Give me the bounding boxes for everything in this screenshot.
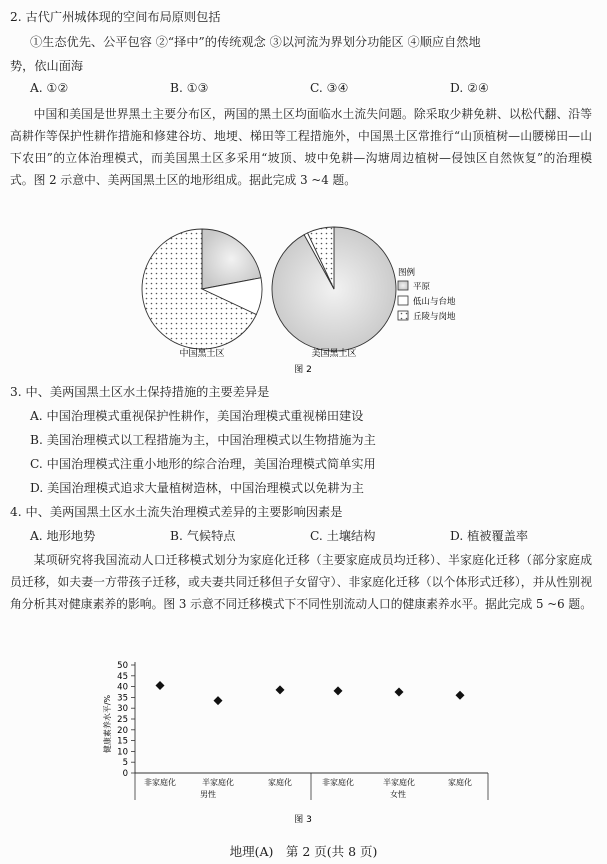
fig3-ytick-label: 50 bbox=[117, 661, 128, 671]
fig3-group-female: 女性 bbox=[390, 790, 406, 799]
fig3-category-label: 家庭化 bbox=[448, 778, 472, 787]
q2-option-c[interactable]: C. ③④ bbox=[310, 81, 349, 95]
fig3-ytick-label: 15 bbox=[117, 736, 128, 747]
fig3-ticks bbox=[117, 661, 135, 779]
legend-hill: 丘陵与岗地 bbox=[413, 312, 456, 322]
passage-2: 某项研究将我国流动人口迁移模式划分为家庭化迁移（主要家庭成员均迁移）、半家庭化迁移（部分家庭成员迁移，如夫妻一方带孩子迁移，或夫妻共同迁移但子女留守）、非家庭化迁移（以个体形式迁移），并从性别视角分析其对健康素养的影响。图 3 示意不同迁移模式下不同性别流动人口的健康素养水平。据此完成 5 ~6 题。 bbox=[10, 553, 593, 611]
figure-3 bbox=[0, 652, 607, 832]
figure-2-caption: 图 2 bbox=[294, 365, 312, 375]
legend-swatch-low-mountain bbox=[398, 296, 408, 305]
fig3-category-label: 非家庭化 bbox=[322, 778, 354, 787]
fig3-group-male: 男性 bbox=[200, 790, 216, 799]
fig3-ytick-label: 40 bbox=[117, 682, 128, 693]
q4-option-d[interactable]: D. 植被覆盖率 bbox=[450, 529, 529, 543]
q4-option-a[interactable]: A. 地形地势 bbox=[30, 529, 96, 543]
q3-stem: 3. 中、美两国黑土区水土保持措施的主要差异是 bbox=[10, 385, 270, 399]
q4-option-c[interactable]: C. 土壤结构 bbox=[310, 529, 376, 543]
fig3-point bbox=[334, 686, 343, 695]
q4-option-b[interactable]: B. 气候特点 bbox=[170, 529, 236, 543]
pie-usa-label: 美国黑土区 bbox=[311, 349, 357, 359]
fig3-category-label: 半家庭化 bbox=[202, 778, 234, 787]
fig3-point bbox=[214, 696, 223, 705]
fig3-ytick-label: 20 bbox=[117, 725, 128, 736]
fig3-category-label: 半家庭化 bbox=[383, 778, 415, 787]
fig3-point bbox=[456, 691, 465, 700]
legend-title: 图例 bbox=[398, 268, 416, 278]
q3-option-a[interactable]: A. 中国治理模式重视保护性耕作，美国治理模式重视梯田建设 bbox=[30, 409, 364, 423]
q4-options bbox=[30, 527, 590, 544]
figure-3-caption: 图 3 bbox=[294, 815, 312, 825]
q2-items-line2: 势，依山面海 bbox=[10, 59, 84, 73]
q3-option-d[interactable]: D. 美国治理模式追求大量植树造林，中国治理模式以免耕为主 bbox=[30, 481, 364, 495]
q2-options bbox=[30, 81, 590, 95]
pie-china bbox=[142, 229, 262, 349]
legend-swatch-hill bbox=[398, 311, 408, 320]
legend-low-mountain: 低山与台地 bbox=[413, 297, 456, 307]
fig3-point bbox=[276, 685, 285, 694]
legend-plain: 平原 bbox=[413, 282, 431, 292]
q2-items-line1: ①生态优先、公平包容 ②“择中”的传统观念 ③以河流为界划分功能区 ④顺应自然地 bbox=[30, 35, 481, 49]
q2-option-b[interactable]: B. ①③ bbox=[170, 81, 209, 95]
fig3-point bbox=[395, 688, 404, 697]
fig3-ytick-label: 5 bbox=[122, 758, 128, 769]
fig3-category-label: 家庭化 bbox=[268, 778, 292, 787]
q4-stem: 4. 中、美两国黑土区水土流失治理模式差异的主要影响因素是 bbox=[10, 505, 343, 519]
q2-stem: 2. 古代广州城体现的空间布局原则包括 bbox=[10, 10, 221, 24]
legend-swatch-plain bbox=[398, 281, 408, 290]
fig3-ylabel: 健康素养水平/% bbox=[103, 694, 112, 754]
fig3-ytick-label: 0 bbox=[122, 769, 128, 779]
fig3-ytick-label: 10 bbox=[117, 747, 128, 758]
page-footer: 地理(A) 第 2 页(共 8 页) bbox=[229, 844, 378, 859]
pie-usa bbox=[272, 227, 396, 351]
fig3-ytick-label: 30 bbox=[117, 704, 128, 715]
passage-1: 中国和美国是世界黑土主要分布区，两国的黑土区均面临水土流失问题。除采取少耕免耕、以松代翻、沿等高耕作等保护性耕作措施和修建谷坊、地埂、梯田等工程措施外，中国黑土区常推行“山顶植树—山腰梯田—山下农田”的立体治理模式，而美国黑土区多采用“坡顶、坡中免耕—沟塘周边植树—侵蚀区自然恢复”的治理模式。图 2 示意中、美两国黑土区的地形组成。据此完成 3 ~4 题。 bbox=[10, 107, 592, 187]
fig3-ytick-label: 35 bbox=[117, 693, 128, 704]
q3-option-c[interactable]: C. 中国治理模式注重小地形的综合治理，美国治理模式简单实用 bbox=[30, 457, 376, 471]
fig3-category-label: 非家庭化 bbox=[144, 778, 176, 787]
fig3-point bbox=[156, 681, 165, 690]
fig3-ytick-label: 25 bbox=[117, 715, 128, 725]
fig3-categories bbox=[144, 777, 472, 787]
pie-china-label: 中国黑土区 bbox=[179, 349, 225, 359]
fig3-points bbox=[156, 681, 465, 705]
fig3-ytick-label: 45 bbox=[117, 671, 128, 682]
q2-option-a[interactable]: A. ①② bbox=[30, 81, 69, 95]
q2-option-d[interactable]: D. ②④ bbox=[450, 81, 489, 95]
q3-option-b[interactable]: B. 美国治理模式以工程措施为主，中国治理模式以生物措施为主 bbox=[30, 433, 376, 447]
figure-2 bbox=[0, 222, 607, 382]
